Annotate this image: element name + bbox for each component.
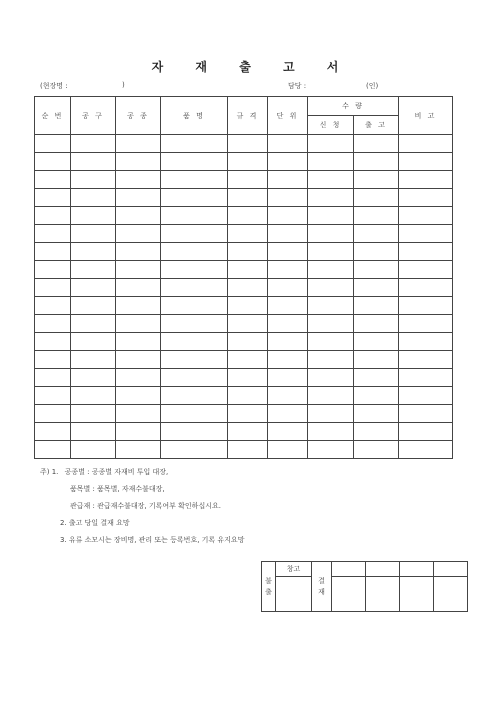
col-spec: 규 격	[228, 97, 268, 135]
table-cell	[308, 315, 354, 333]
table-cell	[71, 135, 116, 153]
col-item-name: 품 명	[161, 97, 228, 135]
table-row	[35, 333, 453, 351]
table-cell	[116, 225, 161, 243]
table-cell	[35, 279, 71, 297]
table-cell	[354, 423, 399, 441]
table-cell	[268, 441, 308, 459]
table-cell	[354, 405, 399, 423]
table-row	[35, 225, 453, 243]
table-cell	[71, 423, 116, 441]
table-cell	[161, 351, 228, 369]
table-cell	[268, 225, 308, 243]
table-cell	[308, 189, 354, 207]
table-cell	[308, 171, 354, 189]
table-cell	[399, 315, 453, 333]
table-cell	[308, 261, 354, 279]
table-cell	[399, 333, 453, 351]
table-cell	[35, 135, 71, 153]
table-cell	[308, 279, 354, 297]
table-row	[35, 369, 453, 387]
document-title: 자 재 출 고 서	[151, 60, 353, 74]
table-cell	[71, 171, 116, 189]
table-cell	[308, 387, 354, 405]
table-cell	[308, 351, 354, 369]
table-cell	[161, 423, 228, 441]
table-cell	[71, 369, 116, 387]
note-1c: 관급재 : 관급재수불대장, 기록여부 확인하십시요.	[70, 502, 221, 510]
approval-cell	[332, 562, 366, 577]
table-cell	[35, 207, 71, 225]
table-cell	[399, 135, 453, 153]
table-cell	[268, 171, 308, 189]
table-cell	[268, 279, 308, 297]
notes-section	[40, 464, 244, 549]
table-cell	[308, 153, 354, 171]
table-cell	[116, 333, 161, 351]
table-row	[35, 351, 453, 369]
table-cell	[399, 441, 453, 459]
warehouse-label: 창고	[276, 562, 312, 577]
table-cell	[161, 153, 228, 171]
table-cell	[161, 333, 228, 351]
table-cell	[71, 279, 116, 297]
table-row	[35, 441, 453, 459]
table-cell	[268, 315, 308, 333]
table-cell	[268, 207, 308, 225]
note-1a	[40, 464, 244, 481]
table-cell	[308, 225, 354, 243]
table-header-row	[35, 97, 453, 116]
table-row	[35, 279, 453, 297]
table-cell	[71, 261, 116, 279]
seal-label: (인)	[366, 82, 379, 90]
table-cell	[116, 153, 161, 171]
col-quantity: 수 량	[308, 97, 399, 116]
table-cell	[268, 153, 308, 171]
approval-sign-cell	[400, 577, 434, 612]
table-cell	[354, 261, 399, 279]
table-cell	[35, 405, 71, 423]
approval-sign-cell	[434, 577, 468, 612]
col-trade: 공 종	[116, 97, 161, 135]
table-cell	[35, 369, 71, 387]
table-cell	[71, 243, 116, 261]
table-row	[35, 189, 453, 207]
table-cell	[228, 243, 268, 261]
table-cell	[228, 207, 268, 225]
table-cell	[308, 297, 354, 315]
table-cell	[35, 333, 71, 351]
table-cell	[116, 171, 161, 189]
table-cell	[161, 387, 228, 405]
table-cell	[161, 207, 228, 225]
table-cell	[35, 261, 71, 279]
table-cell	[308, 441, 354, 459]
table-cell	[399, 171, 453, 189]
table-cell	[308, 135, 354, 153]
table-cell	[308, 243, 354, 261]
table-row	[35, 423, 453, 441]
issue-table	[34, 96, 453, 459]
table-cell	[35, 387, 71, 405]
table-cell	[268, 261, 308, 279]
table-cell	[228, 333, 268, 351]
table-cell	[161, 441, 228, 459]
note-3: 3. 유류 소모시는 장비명, 관리 또는 등록번호, 기록 유지요망	[60, 536, 245, 544]
table-cell	[354, 189, 399, 207]
table-cell	[268, 351, 308, 369]
note-1-prefix: 주) 1.	[40, 468, 59, 476]
table-cell	[399, 189, 453, 207]
table-cell	[354, 297, 399, 315]
table-cell	[399, 351, 453, 369]
table-cell	[161, 135, 228, 153]
table-cell	[354, 171, 399, 189]
table-cell	[116, 315, 161, 333]
col-qty-issue: 출 고	[354, 116, 399, 135]
table-cell	[161, 405, 228, 423]
table-cell	[268, 423, 308, 441]
table-cell	[71, 315, 116, 333]
table-cell	[116, 261, 161, 279]
table-cell	[399, 225, 453, 243]
table-cell	[308, 423, 354, 441]
table-cell	[308, 405, 354, 423]
table-cell	[161, 225, 228, 243]
table-cell	[399, 369, 453, 387]
table-cell	[399, 387, 453, 405]
table-cell	[71, 387, 116, 405]
table-cell	[116, 441, 161, 459]
col-work-type: 공 구	[71, 97, 116, 135]
table-cell	[116, 423, 161, 441]
table-cell	[228, 279, 268, 297]
note-1b: 품목별 : 품목별, 자재수불대장,	[70, 485, 165, 493]
col-remarks: 비 고	[399, 97, 453, 135]
site-name-label: (현장명 :	[40, 82, 68, 90]
table-cell	[71, 225, 116, 243]
table-row	[35, 405, 453, 423]
table-cell	[228, 315, 268, 333]
table-cell	[399, 405, 453, 423]
site-name-close: )	[122, 81, 125, 89]
table-cell	[399, 279, 453, 297]
table-cell	[354, 135, 399, 153]
table-cell	[354, 333, 399, 351]
table-cell	[161, 189, 228, 207]
table-cell	[268, 243, 308, 261]
table-cell	[354, 315, 399, 333]
table-cell	[116, 405, 161, 423]
table-cell	[71, 351, 116, 369]
table-cell	[228, 405, 268, 423]
table-cell	[228, 297, 268, 315]
table-cell	[399, 207, 453, 225]
table-cell	[116, 243, 161, 261]
table-cell	[35, 189, 71, 207]
table-row	[35, 153, 453, 171]
table-cell	[161, 279, 228, 297]
table-cell	[268, 135, 308, 153]
table-cell	[228, 153, 268, 171]
table-cell	[354, 225, 399, 243]
table-cell	[35, 315, 71, 333]
table-cell	[35, 153, 71, 171]
table-cell	[354, 387, 399, 405]
table-cell	[399, 423, 453, 441]
approval-cell	[366, 562, 400, 577]
table-cell	[399, 261, 453, 279]
table-cell	[354, 441, 399, 459]
table-cell	[228, 171, 268, 189]
table-cell	[116, 297, 161, 315]
table-cell	[71, 441, 116, 459]
table-cell	[161, 171, 228, 189]
manager-label: 담당 :	[288, 82, 307, 90]
table-cell	[35, 171, 71, 189]
table-cell	[35, 297, 71, 315]
table-row	[35, 243, 453, 261]
table-row	[35, 135, 453, 153]
table-cell	[228, 261, 268, 279]
table-cell	[161, 369, 228, 387]
table-cell	[399, 297, 453, 315]
approval-sign-cell	[366, 577, 400, 612]
table-row	[35, 261, 453, 279]
table-cell	[71, 207, 116, 225]
table-cell	[116, 189, 161, 207]
table-cell	[228, 189, 268, 207]
table-row	[35, 207, 453, 225]
table-row	[35, 171, 453, 189]
table-row	[35, 297, 453, 315]
table-cell	[161, 261, 228, 279]
table-cell	[71, 405, 116, 423]
table-cell	[116, 135, 161, 153]
table-cell	[228, 369, 268, 387]
note-1a-text: 공종별 : 공종별 자재비 투입 대장,	[64, 468, 169, 476]
table-cell	[71, 153, 116, 171]
table-cell	[116, 207, 161, 225]
table-cell	[161, 243, 228, 261]
table-cell	[116, 369, 161, 387]
table-cell	[35, 243, 71, 261]
table-cell	[268, 405, 308, 423]
table-cell	[268, 189, 308, 207]
table-cell	[268, 333, 308, 351]
table-row	[35, 387, 453, 405]
table-cell	[35, 225, 71, 243]
col-qty-request: 신 청	[308, 116, 354, 135]
table-cell	[399, 153, 453, 171]
table-cell	[308, 207, 354, 225]
approval-sign-cell	[332, 577, 366, 612]
approval-cell	[434, 562, 468, 577]
table-cell	[228, 423, 268, 441]
table-cell	[308, 333, 354, 351]
table-cell	[116, 351, 161, 369]
table-cell	[35, 351, 71, 369]
col-seq: 순 번	[35, 97, 71, 135]
table-cell	[268, 297, 308, 315]
warehouse-sign-cell	[276, 577, 312, 612]
table-cell	[116, 279, 161, 297]
note-2: 2. 출고 당일 결재 요망	[60, 519, 130, 527]
table-cell	[354, 153, 399, 171]
table-cell	[308, 369, 354, 387]
table-cell	[354, 351, 399, 369]
table-cell	[35, 423, 71, 441]
table-cell	[268, 369, 308, 387]
col-unit: 단 위	[268, 97, 308, 135]
table-cell	[71, 189, 116, 207]
table-cell	[228, 387, 268, 405]
table-cell	[71, 297, 116, 315]
table-cell	[354, 369, 399, 387]
table-cell	[354, 279, 399, 297]
table-cell	[228, 135, 268, 153]
approval-label: 결 재	[312, 562, 332, 612]
table-cell	[116, 387, 161, 405]
table-cell	[35, 441, 71, 459]
table-cell	[228, 225, 268, 243]
table-cell	[228, 441, 268, 459]
table-cell	[354, 207, 399, 225]
approval-box	[261, 561, 468, 612]
table-cell	[399, 243, 453, 261]
table-cell	[161, 315, 228, 333]
issue-label: 불 출	[262, 562, 276, 612]
table-cell	[268, 387, 308, 405]
table-cell	[354, 243, 399, 261]
table-cell	[161, 297, 228, 315]
table-cell	[228, 351, 268, 369]
table-row	[35, 315, 453, 333]
table-cell	[71, 333, 116, 351]
approval-cell	[400, 562, 434, 577]
